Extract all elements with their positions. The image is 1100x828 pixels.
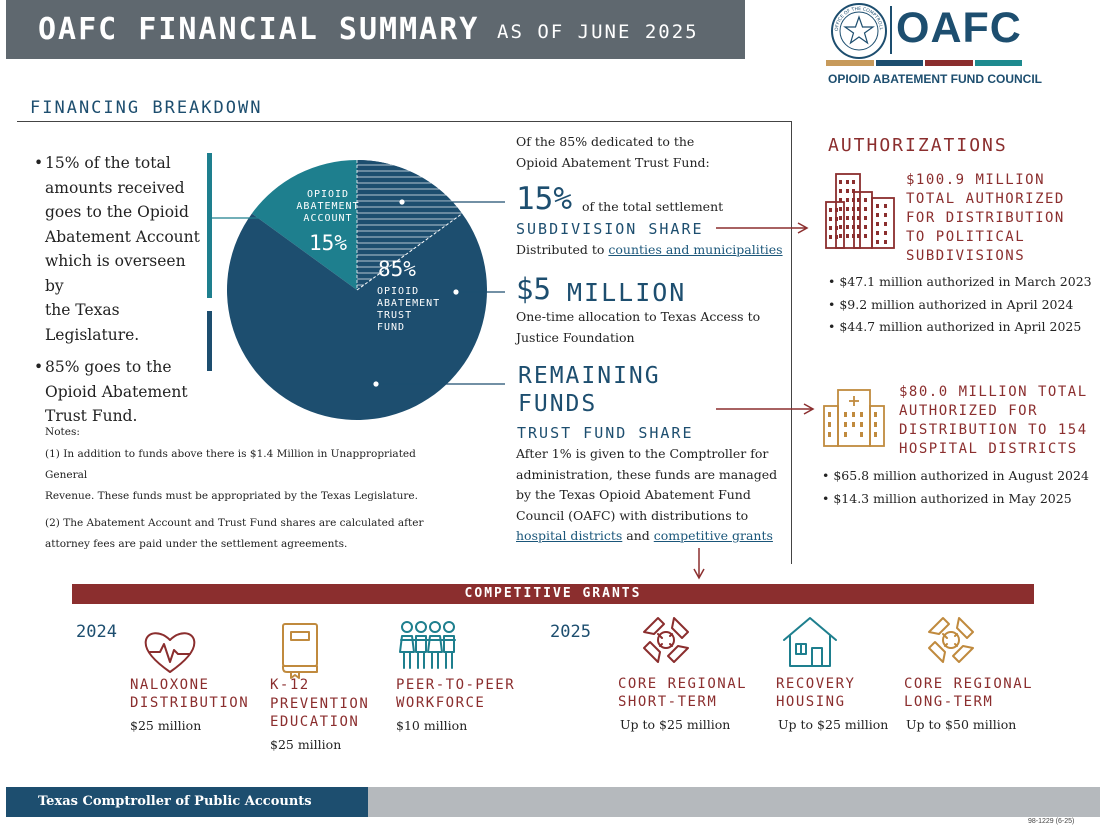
window (829, 217, 832, 221)
window (864, 198, 867, 202)
window (839, 234, 842, 238)
window (857, 216, 860, 220)
window (884, 240, 887, 244)
grant-name (618, 675, 747, 711)
grant-amount: Up to $25 million (620, 717, 731, 732)
window (852, 412, 855, 417)
window (828, 412, 831, 417)
grant-name (904, 675, 1033, 711)
book-icon (277, 620, 337, 680)
org-name: OPIOID ABATEMENT FUND COUNCIL (828, 72, 1042, 86)
authorization-item: • $14.3 million authorized in May 2025 (822, 490, 1072, 506)
window (844, 412, 847, 417)
authorization-item: • $47.1 million authorized in March 2023 (828, 274, 1092, 289)
subdivision-desc-prefix: Distributed to (516, 242, 609, 257)
window (857, 207, 860, 211)
page-subtitle: AS OF JUNE 2025 (497, 21, 699, 43)
trust-label-line: FUND (377, 322, 406, 333)
grant-name-line: HOUSING (776, 694, 846, 710)
heartbeat-icon (140, 622, 200, 682)
window (829, 208, 832, 212)
competitive-grants-link[interactable]: competitive grants (653, 528, 773, 543)
window (857, 198, 860, 202)
trust-label-line: TRUST (377, 310, 413, 321)
trust-label-line: ABATEMENT (377, 298, 441, 309)
authorizations-title: AUTHORIZATIONS (828, 135, 1008, 156)
subdivision-share-label: SUBDIVISION SHARE (516, 220, 704, 238)
window (846, 189, 849, 193)
window (846, 198, 849, 202)
bullet-dot: • (34, 154, 44, 172)
hands-circle-icon (636, 610, 696, 670)
bullet-line: amounts received (45, 178, 185, 197)
footer-agency-name: Texas Comptroller of Public Accounts (38, 794, 312, 809)
grant-name-line: PREVENTION (270, 695, 370, 712)
window (835, 208, 838, 212)
head-line: $80.0 MILLION TOTAL (899, 384, 1088, 400)
window (829, 226, 832, 230)
subdivision-rest-text: of the total settlement (582, 199, 724, 214)
bullet-line: 85% goes to the (45, 358, 172, 376)
grant-amount: Up to $25 million (778, 717, 889, 732)
note-line: (1) In addition to funds above there is $1.4 Million in Unappropriated General (45, 448, 416, 481)
window (864, 234, 867, 238)
trust-percent: 85% (378, 257, 416, 281)
hands-circle-icon (921, 610, 981, 670)
window (839, 207, 842, 211)
subdivisions-authorized-head (906, 171, 1065, 266)
window (852, 422, 855, 427)
intro-line: Of the 85% dedicated to the (516, 134, 695, 149)
window (835, 235, 838, 239)
head-line: $100.9 MILLION (906, 172, 1046, 188)
window (876, 204, 879, 208)
window (857, 234, 860, 238)
five-million-unit: MILLION (567, 278, 687, 307)
window (884, 213, 887, 217)
window (864, 207, 867, 211)
account-percent: 15% (309, 231, 347, 255)
head-line: TO POLITICAL (906, 229, 1026, 245)
window (846, 180, 849, 184)
year-2024: 2024 (76, 622, 117, 642)
five-million-big: $5 (516, 272, 551, 306)
head-line: FOR DISTRIBUTION (906, 210, 1065, 226)
window (864, 216, 867, 220)
grant-name (396, 676, 515, 712)
window (846, 207, 849, 211)
window (852, 189, 855, 193)
window (828, 432, 831, 437)
grant-name-line: EDUCATION (270, 714, 360, 730)
links-and: and (622, 528, 654, 543)
window (876, 222, 879, 226)
authorization-item: • $9.2 million authorized in April 2024 (828, 296, 1074, 312)
window (852, 207, 855, 211)
window (852, 216, 855, 220)
grant-amount: $25 million (270, 737, 342, 752)
window (884, 231, 887, 235)
grant-name-line: RECOVERY (776, 676, 856, 692)
window (874, 432, 877, 437)
account-label-line: OPIOID (306, 189, 350, 200)
grant-amount: Up to $50 million (906, 717, 1017, 732)
grant-name (270, 676, 369, 732)
bullet-line: Trust Fund. (45, 407, 138, 425)
window (884, 204, 887, 208)
window (874, 412, 877, 417)
window (829, 235, 832, 239)
grant-name (776, 675, 855, 711)
intro-line: Opioid Abatement Trust Fund: (516, 154, 710, 170)
bullet-line: the Texas Legislature. (45, 301, 140, 344)
seal-text: OFFICE OF THE COMPTROLL (834, 6, 884, 32)
financing-breakdown-title: FINANCING BREAKDOWN (30, 98, 263, 118)
window (839, 225, 842, 229)
grant-name-line: NALOXONE (130, 677, 210, 693)
window (876, 213, 879, 217)
window (864, 225, 867, 229)
page-title: OAFC FINANCIAL SUMMARY (38, 12, 480, 47)
head-line: TOTAL AUTHORIZED (906, 191, 1065, 207)
window (852, 225, 855, 229)
window (839, 189, 842, 193)
window (844, 422, 847, 427)
hospital-icon (822, 388, 886, 448)
window (852, 234, 855, 238)
grant-name-line: CORE REGIONAL (904, 676, 1034, 692)
title-line: FUNDS (518, 391, 598, 417)
grant-amount: $10 million (396, 718, 468, 733)
note-line: (2) The Abatement Account and Trust Fund shares are calculated after (45, 517, 424, 529)
window (844, 432, 847, 437)
year-2025: 2025 (550, 622, 591, 642)
grant-name-line: SHORT-TERM (618, 694, 718, 710)
desc-line: Council (OAFC) with distributions to (516, 507, 749, 523)
grant-name-line: CORE REGIONAL (618, 676, 748, 692)
window (876, 240, 879, 244)
grants-banner-text: COMPETITIVE GRANTS (464, 586, 642, 601)
window (839, 180, 842, 184)
hospitals-authorized-head (899, 383, 1088, 459)
window (860, 412, 863, 417)
people-icon (397, 618, 457, 678)
hospitals-authorized-list (822, 465, 1089, 510)
desc-line: administration, these funds are managed (516, 466, 778, 482)
window (876, 231, 879, 235)
authorization-item: • $44.7 million authorized in April 2025 (828, 319, 1082, 334)
window (839, 216, 842, 220)
bullet-line: goes to the Opioid (45, 203, 189, 221)
grant-name-line: LONG-TERM (904, 694, 994, 710)
grant-name (130, 676, 249, 712)
desc-line: One-time allocation to Texas Access to (516, 309, 761, 324)
window (857, 225, 860, 229)
window (874, 422, 877, 427)
title-line: REMAINING (518, 363, 661, 389)
note-line: Revenue. These funds must be appropriated by the Texas Legislature. (45, 490, 418, 502)
window (852, 180, 855, 184)
grant-name-line: DISTRIBUTION (130, 695, 250, 711)
note-line: attorney fees are paid under the settlement agreements. (45, 538, 348, 550)
window (846, 216, 849, 220)
trust-fund-share-label: TRUST FUND SHARE (517, 424, 694, 442)
bullet-line: Abatement Account (45, 227, 200, 246)
window (884, 222, 887, 226)
logo-text: OAFC (896, 4, 1022, 52)
window (835, 217, 838, 221)
subdivision-big-percent: 15% (516, 181, 572, 217)
counties-municipalities-link[interactable]: counties and municipalities (608, 242, 783, 257)
trust-label-line: OPIOID (377, 286, 420, 297)
window (852, 198, 855, 202)
grant-amount: $25 million (130, 718, 202, 733)
form-code: 98-1229 (6-25) (1028, 818, 1075, 825)
authorization-item: • $65.8 million authorized in August 2024 (822, 468, 1089, 483)
desc-line: After 1% is given to the Comptroller for (516, 446, 769, 461)
hospital-districts-link[interactable]: hospital districts (516, 528, 623, 543)
grant-name-line: PEER-TO-PEER (396, 677, 516, 693)
grant-name-line: K-12 (270, 677, 310, 693)
window (839, 198, 842, 202)
window (835, 226, 838, 230)
notes-title: Notes: (45, 426, 80, 438)
head-line: HOSPITAL DISTRICTS (899, 441, 1078, 457)
window (860, 422, 863, 427)
account-label-line: ABATEMENT (296, 201, 360, 212)
window (846, 234, 849, 238)
bullet-line: which is overseen by (45, 252, 186, 295)
window (846, 225, 849, 229)
account-label-line: ACCOUNT (303, 213, 353, 224)
window (860, 432, 863, 437)
grant-name-line: WORKFORCE (396, 695, 486, 711)
desc-line: Justice Foundation (516, 329, 635, 345)
head-line: AUTHORIZED FOR (899, 403, 1039, 419)
subdivisions-authorized-list (828, 271, 1092, 339)
city-buildings-icon (824, 172, 898, 250)
bullet-line: Opioid Abatement (45, 382, 188, 401)
bullet-dot: • (34, 358, 44, 376)
house-icon (780, 612, 840, 672)
bullet-line: 15% of the total (45, 154, 171, 172)
desc-line: by the Texas Opioid Abatement Fund (516, 487, 751, 502)
window (828, 422, 831, 427)
head-line: SUBDIVISIONS (906, 248, 1026, 264)
head-line: DISTRIBUTION TO 154 (899, 422, 1088, 438)
